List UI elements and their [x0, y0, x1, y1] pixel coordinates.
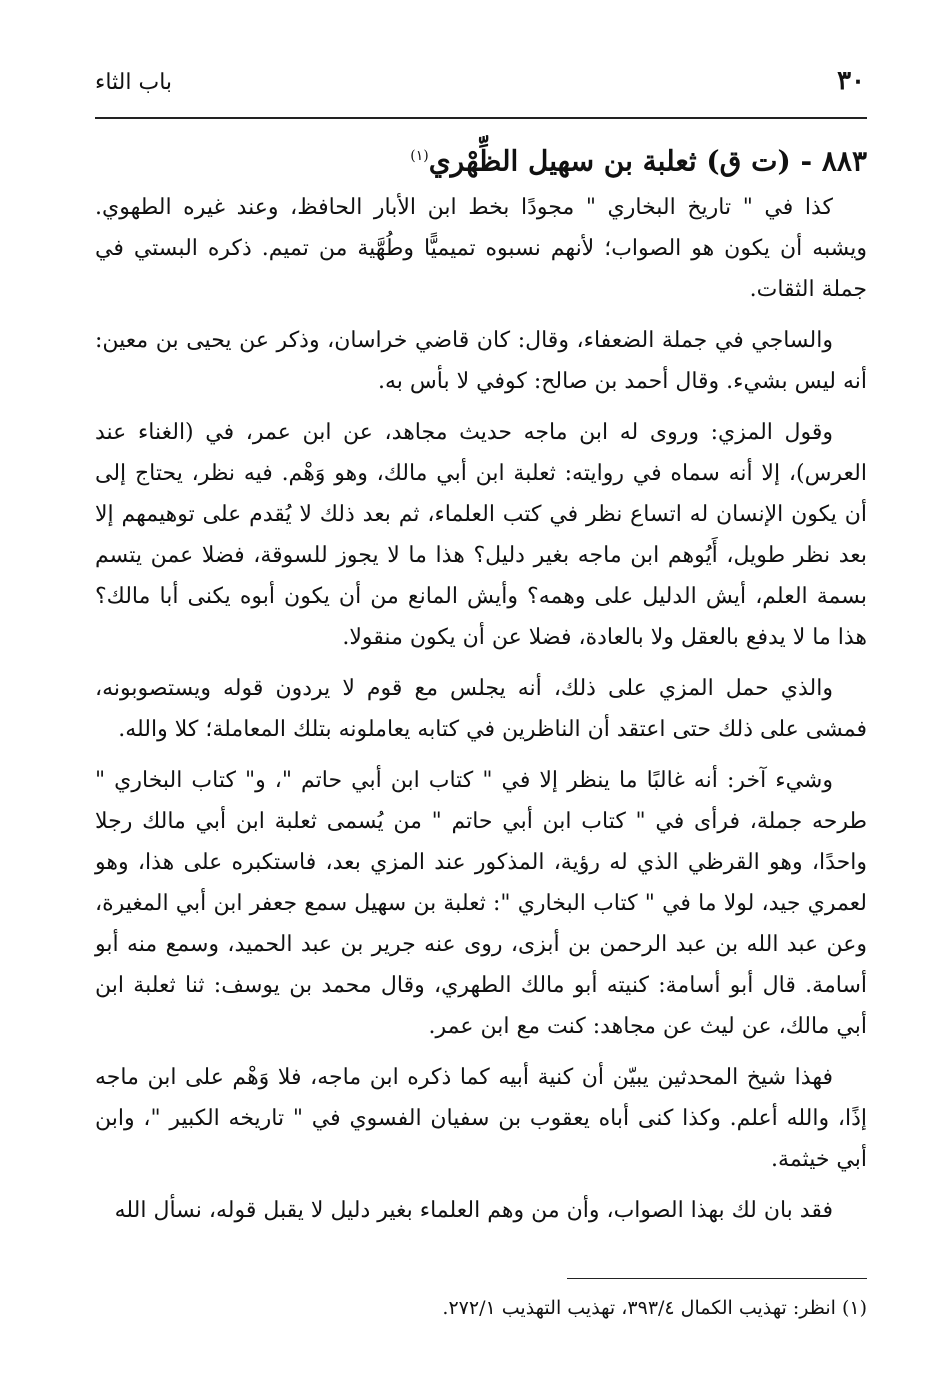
paragraph: وقول المزي: وروى له ابن ماجه حديث مجاهد، عن ابن عمر، في (الغناء عند العرس)، إلا أنه سماه في روايته: ثعلبة ابن أبي مالك، وهو وَهْم. فيه نظر، يحتاج إلى أن يكون الإنسان له اتساع نظر في كتب العلماء، ثم بعد ذلك لا يُقدم على توهيمهم إلا بعد نظر طويل، أَيُوهم ابن ماجه بغير دليل؟ هذا ما لا يجوز للسوقة، فضلا عمن يتسم بسمة العلم، أيش الدليل على وهمه؟ وأيش المانع من أن يكون أبوه يكنى أبا مالك؟ هذا ما لا يدفع بالعقل ولا بالعادة، فضلا عن أن يكون منقولا. [95, 420, 867, 651]
paragraph: فقد بان لك بهذا الصواب، وأن من وهم العلماء بغير دليل لا يقبل قوله، نسأل الله [114, 1198, 833, 1224]
header-divider [95, 117, 867, 119]
paragraph: كذا في " تاريخ البخاري " مجودًا بخط ابن الأبار الحافظ، وعند غيره الطهوي. ويشبه أن يكون هو الصواب؛ لأنهم نسبوه تميميًّا وطُهَّية من تميم. ذكره البستي في جملة الثقات. [95, 195, 867, 303]
running-title: باب الثاء [95, 70, 173, 95]
footnote-divider [567, 1278, 867, 1279]
paragraph: فهذا شيخ المحدثين يبيّن أن كنية أبيه كما ذكره ابن ماجه، فلا وَهْم على ابن ماجه إذًا، والله أعلم. وكذا كنى أباه يعقوب بن سفيان الفسوي في " تاريخه الكبير "، وابن أبي خيثمة. [95, 1065, 867, 1173]
footnote-marker: (١) [410, 148, 429, 164]
page-body [95, 130, 867, 1241]
running-head [95, 62, 865, 102]
footnote: (١) انظر: تهذيب الكمال ٣٩٣/٤، تهذيب التهذيب ٢٧٢/١. [442, 1297, 867, 1319]
entry-title [95, 130, 867, 187]
page-number: ٣٠ [837, 66, 865, 96]
entry-title-text: ٨٨٣ - (ت ق) ثعلبة بن سهيل الظِّهْري [428, 144, 867, 178]
paragraph: والساجي في جملة الضعفاء، وقال: كان قاضي خراسان، وذكر عن يحيى بن معين: أنه ليس بشيء. وقال أحمد بن صالح: كوفي لا بأس به. [95, 328, 867, 395]
paragraph: والذي حمل المزي على ذلك، أنه يجلس مع قوم لا يردون قوله ويستصوبونه، فمشى على ذلك حتى اعتقد أن الناظرين في كتابه يعاملونه بتلك المعاملة؛ كلا والله. [95, 676, 867, 743]
paragraph: وشيء آخر: أنه غالبًا ما ينظر إلا في " كتاب ابن أبي حاتم "، و" كتاب البخاري " طرحه جملة، فرأى في " كتاب ابن أبي حاتم " من يُسمى ثعلبة ابن أبي مالك رجلا واحدًا، وهو القرظي الذي له رؤية، المذكور عند المزي بعد، فاستكبره على هذا، وهو لعمري جيد، لولا ما في " كتاب البخاري ": ثعلبة بن سهيل سمع جعفر ابن أبي المغيرة، وعن عبد الله بن عبد الرحمن بن أبزى، روى عنه جرير بن عبد الحميد، وسمع منه أبو أسامة. قال أبو أسامة: كنيته أبو مالك الطهري، وقال محمد بن يوسف: ثنا ثعلبة ابن أبي مالك، عن ليث عن مجاهد: كنت مع ابن عمر. [95, 768, 867, 1040]
